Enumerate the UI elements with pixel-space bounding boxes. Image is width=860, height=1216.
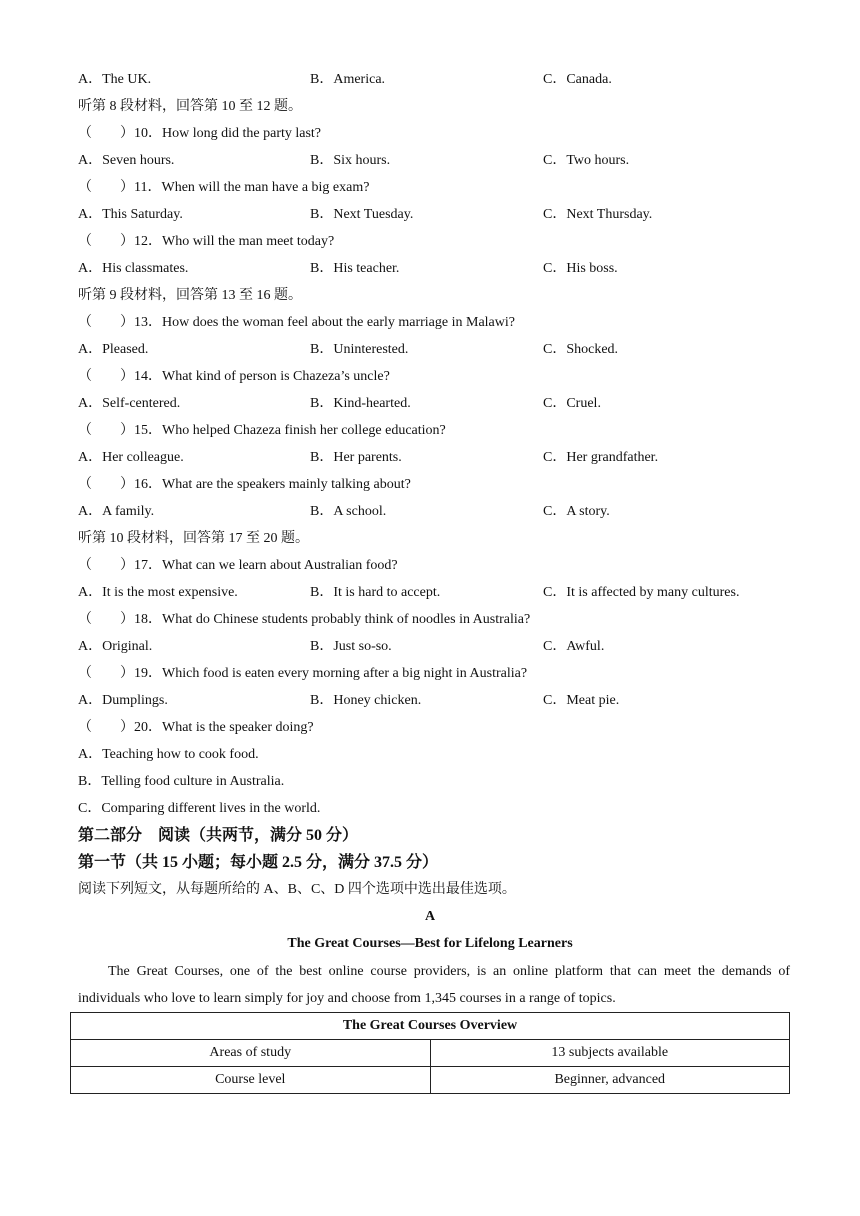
q14-option-c: C．Cruel. [543,396,601,411]
q13-option-a: A．Pleased. [78,342,149,357]
table-cell: Beginner, advanced [430,1067,790,1094]
table-cell: Course level [71,1067,431,1094]
q16-stem: （ ）16．What are the speakers mainly talking about? [78,477,411,492]
q18-option-a: A．Original. [78,639,153,654]
passage-letter: A [424,909,436,924]
q13-option-b: B．Uninterested. [310,342,409,357]
q10-option-b: B．Six hours. [310,153,391,168]
q16-option-c: C．A story. [543,504,610,519]
q10-option-a: A．Seven hours. [78,153,175,168]
q17-stem: （ ）17．What can we learn about Australian food? [78,558,398,573]
q17-option-a: A．It is the most expensive. [78,585,238,600]
q14-option-a: A．Self-centered. [78,396,181,411]
q16-option-a: A．A family. [78,504,155,519]
q11-stem: （ ）11．When will the man have a big exam? [78,180,370,195]
q10-option-c: C．Two hours. [543,153,630,168]
section9-heading: 听第 9 段材料，回答第 13 至 16 题。 [78,288,302,303]
q12-option-a: A．His classmates. [78,261,189,276]
q14-option-b: B．Kind-hearted. [310,396,411,411]
table-row [71,1040,790,1067]
q11-option-b: B．Next Tuesday. [310,207,414,222]
q19-stem: （ ）19．Which food is eaten every morning after a big night in Australia? [78,666,528,681]
q9-option-c: C．Canada. [543,72,612,87]
q15-stem: （ ）15．Who helped Chazeza finish her college education? [78,423,446,438]
q18-option-c: C．Awful. [543,639,605,654]
reading-instructions: 阅读下列短文，从每题所给的 A、B、C、D 四个选项中选出最佳选项。 [78,882,516,897]
table-cell: Areas of study [71,1040,431,1067]
q9-option-a: A．The UK. [78,72,152,87]
q19-option-c: C．Meat pie. [543,693,620,708]
passage-title: The Great Courses—Best for Lifelong Learners [287,936,573,951]
overview-table-header: The Great Courses Overview [71,1013,790,1040]
q15-option-a: A．Her colleague. [78,450,184,465]
q11-option-a: A．This Saturday. [78,207,183,222]
part2-section1-title: 第一节（共 15 小题；每小题 2.5 分，满分 37.5 分） [78,854,439,871]
section8-heading: 听第 8 段材料，回答第 10 至 12 题。 [78,99,302,114]
q15-option-c: C．Her grandfather. [543,450,659,465]
q12-option-b: B．His teacher. [310,261,400,276]
q12-stem: （ ）12．Who will the man meet today? [78,234,335,249]
q17-option-c: C．It is affected by many cultures. [543,585,740,600]
q20-option-c: C．Comparing different lives in the world. [78,801,321,816]
q13-option-c: C．Shocked. [543,342,619,357]
q15-option-b: B．Her parents. [310,450,402,465]
q20-option-a: A．Teaching how to cook food. [78,747,259,762]
q17-option-b: B．It is hard to accept. [310,585,441,600]
section10-heading: 听第 10 段材料，回答第 17 至 20 题。 [78,531,309,546]
part2-title: 第二部分 阅读（共两节，满分 50 分） [78,827,359,844]
q19-option-a: A．Dumplings. [78,693,168,708]
q20-option-b: B．Telling food culture in Australia. [78,774,285,789]
q9-option-b: B．America. [310,72,386,87]
q14-stem: （ ）14．What kind of person is Chazeza’s uncle? [78,369,390,384]
q13-stem: （ ）13．How does the woman feel about the early marriage in Malawi? [78,315,515,330]
overview-table [70,1012,790,1094]
table-row [71,1067,790,1094]
q12-option-c: C．His boss. [543,261,618,276]
q19-option-b: B．Honey chicken. [310,693,422,708]
q20-stem: （ ）20．What is the speaker doing? [78,720,314,735]
q11-option-c: C．Next Thursday. [543,207,653,222]
passage-paragraph: The Great Courses, one of the best online course providers, is an online platform that can meet the demands of individuals who love to learn simply for joy and choose from 1,345 courses in a range of topics. [78,964,790,1006]
q18-option-b: B．Just so-so. [310,639,392,654]
q18-stem: （ ）18．What do Chinese students probably think of noodles in Australia? [78,612,531,627]
q10-stem: （ ）10．How long did the party last? [78,126,322,141]
q16-option-b: B．A school. [310,504,387,519]
table-cell: 13 subjects available [430,1040,790,1067]
